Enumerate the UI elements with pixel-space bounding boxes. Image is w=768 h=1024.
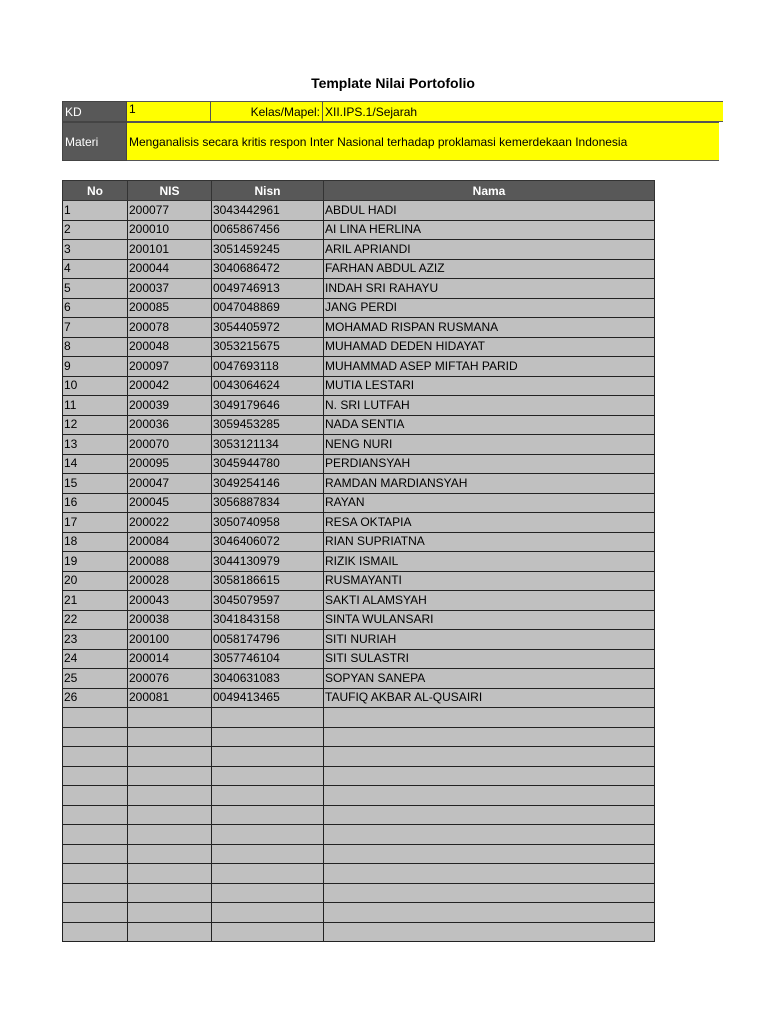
nis-cell[interactable]: 200070 <box>128 435 212 455</box>
nisn-cell[interactable] <box>212 708 324 728</box>
no-cell[interactable] <box>63 708 128 728</box>
no-cell[interactable]: 11 <box>63 396 128 416</box>
nis-cell[interactable] <box>128 883 212 903</box>
no-cell[interactable] <box>63 766 128 786</box>
column-header-nisn: Nisn <box>212 181 324 201</box>
nama-cell[interactable]: MUHAMMAD ASEP MIFTAH PARID <box>324 357 655 377</box>
nisn-cell[interactable]: 3059453285 <box>212 415 324 435</box>
nis-cell[interactable]: 200047 <box>128 474 212 494</box>
table-row <box>63 610 655 630</box>
table-row <box>63 357 655 377</box>
nisn-cell[interactable]: 3057746104 <box>212 649 324 669</box>
nisn-cell[interactable]: 0043064624 <box>212 376 324 396</box>
kelas-mapel-label: Kelas/Mapel: <box>211 101 323 122</box>
nama-cell[interactable]: RAMDAN MARDIANSYAH <box>324 474 655 494</box>
table-row <box>63 922 655 942</box>
nama-cell[interactable]: SAKTI ALAMSYAH <box>324 591 655 611</box>
no-cell[interactable]: 1 <box>63 201 128 221</box>
nisn-cell[interactable]: 0058174796 <box>212 630 324 650</box>
nisn-cell[interactable]: 0047693118 <box>212 357 324 377</box>
no-cell[interactable]: 21 <box>63 591 128 611</box>
table-row <box>63 727 655 747</box>
nama-cell[interactable]: INDAH SRI RAHAYU <box>324 279 655 299</box>
nisn-cell[interactable]: 0065867456 <box>212 220 324 240</box>
nis-cell[interactable]: 200084 <box>128 532 212 552</box>
kelas-mapel-value-cell[interactable]: XII.IPS.1/Sejarah <box>323 101 723 122</box>
no-cell[interactable] <box>63 786 128 806</box>
nama-cell[interactable]: SITI NURIAH <box>324 630 655 650</box>
nis-cell[interactable] <box>128 864 212 884</box>
nisn-cell[interactable] <box>212 844 324 864</box>
nis-cell[interactable]: 200081 <box>128 688 212 708</box>
nama-cell[interactable]: NENG NURI <box>324 435 655 455</box>
nis-cell[interactable]: 200043 <box>128 591 212 611</box>
table-row <box>63 805 655 825</box>
materi-label: Materi <box>62 122 127 161</box>
table-row <box>63 864 655 884</box>
nama-cell[interactable]: NADA SENTIA <box>324 415 655 435</box>
nis-cell[interactable]: 200036 <box>128 415 212 435</box>
nis-cell[interactable]: 200039 <box>128 396 212 416</box>
no-cell[interactable]: 13 <box>63 435 128 455</box>
nis-cell[interactable]: 200048 <box>128 337 212 357</box>
no-cell[interactable]: 2 <box>63 220 128 240</box>
nisn-cell[interactable] <box>212 903 324 923</box>
nis-cell[interactable] <box>128 844 212 864</box>
nama-cell[interactable] <box>324 883 655 903</box>
nis-cell[interactable]: 200076 <box>128 669 212 689</box>
nama-cell[interactable]: RESA OKTAPIA <box>324 513 655 533</box>
nisn-cell[interactable]: 3053121134 <box>212 435 324 455</box>
table-row <box>63 493 655 513</box>
page-title: Template Nilai Portofolio <box>311 75 475 91</box>
table-row <box>63 532 655 552</box>
table-row <box>63 571 655 591</box>
student-table <box>62 180 655 942</box>
nisn-cell[interactable]: 3044130979 <box>212 552 324 572</box>
table-row <box>63 903 655 923</box>
no-cell[interactable]: 3 <box>63 240 128 260</box>
nisn-cell[interactable]: 3041843158 <box>212 610 324 630</box>
no-cell[interactable]: 18 <box>63 532 128 552</box>
no-cell[interactable] <box>63 747 128 767</box>
no-cell[interactable] <box>63 864 128 884</box>
nama-cell[interactable] <box>324 786 655 806</box>
nama-cell[interactable]: SITI SULASTRI <box>324 649 655 669</box>
nis-cell[interactable]: 200037 <box>128 279 212 299</box>
nis-cell[interactable] <box>128 727 212 747</box>
nisn-cell[interactable]: 0049746913 <box>212 279 324 299</box>
nisn-cell[interactable]: 3054405972 <box>212 318 324 338</box>
table-row <box>63 318 655 338</box>
nama-cell[interactable]: RIZIK ISMAIL <box>324 552 655 572</box>
nama-cell[interactable]: TAUFIQ AKBAR AL-QUSAIRI <box>324 688 655 708</box>
no-cell[interactable] <box>63 825 128 845</box>
no-cell[interactable]: 22 <box>63 610 128 630</box>
table-row <box>63 298 655 318</box>
nis-cell[interactable]: 200095 <box>128 454 212 474</box>
nisn-cell[interactable] <box>212 825 324 845</box>
table-row <box>63 688 655 708</box>
table-row <box>63 552 655 572</box>
nama-cell[interactable] <box>324 903 655 923</box>
no-cell[interactable]: 17 <box>63 513 128 533</box>
nama-cell[interactable] <box>324 747 655 767</box>
table-body <box>63 201 655 942</box>
nisn-cell[interactable] <box>212 883 324 903</box>
nama-cell[interactable] <box>324 844 655 864</box>
nisn-cell[interactable] <box>212 766 324 786</box>
table-row <box>63 201 655 221</box>
nama-cell[interactable]: MOHAMAD RISPAN RUSMANA <box>324 318 655 338</box>
table-row <box>63 513 655 533</box>
nama-cell[interactable]: ABDUL HADI <box>324 201 655 221</box>
nis-cell[interactable] <box>128 747 212 767</box>
no-cell[interactable]: 4 <box>63 259 128 279</box>
table-row <box>63 649 655 669</box>
info-block <box>62 101 723 161</box>
no-cell[interactable]: 14 <box>63 454 128 474</box>
nis-cell[interactable]: 200077 <box>128 201 212 221</box>
nisn-cell[interactable]: 3056887834 <box>212 493 324 513</box>
nama-cell[interactable] <box>324 922 655 942</box>
table-row <box>63 630 655 650</box>
table-row <box>63 337 655 357</box>
nama-cell[interactable] <box>324 727 655 747</box>
nis-cell[interactable] <box>128 786 212 806</box>
table-row <box>63 220 655 240</box>
nis-cell[interactable] <box>128 805 212 825</box>
nisn-cell[interactable]: 3045079597 <box>212 591 324 611</box>
no-cell[interactable]: 5 <box>63 279 128 299</box>
nis-cell[interactable] <box>128 825 212 845</box>
nis-cell[interactable]: 200088 <box>128 552 212 572</box>
no-cell[interactable]: 20 <box>63 571 128 591</box>
nama-cell[interactable]: RUSMAYANTI <box>324 571 655 591</box>
nisn-cell[interactable]: 3046406072 <box>212 532 324 552</box>
nis-cell[interactable]: 200045 <box>128 493 212 513</box>
no-cell[interactable] <box>63 727 128 747</box>
nisn-cell[interactable] <box>212 786 324 806</box>
nisn-cell[interactable]: 3049254146 <box>212 474 324 494</box>
nis-cell[interactable]: 200101 <box>128 240 212 260</box>
nama-cell[interactable]: MUHAMAD DEDEN HIDAYAT <box>324 337 655 357</box>
no-cell[interactable]: 6 <box>63 298 128 318</box>
nis-cell[interactable]: 200078 <box>128 318 212 338</box>
table-row <box>63 591 655 611</box>
kd-row <box>62 101 723 122</box>
nis-cell[interactable]: 200038 <box>128 610 212 630</box>
nama-cell[interactable]: FARHAN ABDUL AZIZ <box>324 259 655 279</box>
nis-cell[interactable]: 200100 <box>128 630 212 650</box>
no-cell[interactable]: 7 <box>63 318 128 338</box>
table-row <box>63 259 655 279</box>
no-cell[interactable]: 9 <box>63 357 128 377</box>
nama-cell[interactable]: SINTA WULANSARI <box>324 610 655 630</box>
no-cell[interactable]: 26 <box>63 688 128 708</box>
no-cell[interactable]: 19 <box>63 552 128 572</box>
nama-cell[interactable] <box>324 825 655 845</box>
nis-cell[interactable]: 200085 <box>128 298 212 318</box>
nama-cell[interactable]: JANG PERDI <box>324 298 655 318</box>
nis-cell[interactable]: 200028 <box>128 571 212 591</box>
no-cell[interactable] <box>63 922 128 942</box>
nis-cell[interactable]: 200097 <box>128 357 212 377</box>
table-row <box>63 474 655 494</box>
table-row <box>63 240 655 260</box>
nama-cell[interactable]: AI LINA HERLINA <box>324 220 655 240</box>
table-row <box>63 708 655 728</box>
no-cell[interactable]: 25 <box>63 669 128 689</box>
nama-cell[interactable]: PERDIANSYAH <box>324 454 655 474</box>
table-header-row <box>63 181 655 201</box>
nama-cell[interactable] <box>324 864 655 884</box>
table-row <box>63 279 655 299</box>
nis-cell[interactable] <box>128 903 212 923</box>
no-cell[interactable]: 12 <box>63 415 128 435</box>
table-row <box>63 883 655 903</box>
materi-value-cell[interactable]: Menganalisis secara kritis respon Inter Nasional terhadap proklamasi kemerdekaan Indonesia <box>127 122 719 161</box>
nis-cell[interactable]: 200014 <box>128 649 212 669</box>
table-row <box>63 454 655 474</box>
column-header-no: No <box>63 181 128 201</box>
nis-cell[interactable]: 200044 <box>128 259 212 279</box>
table-row <box>63 766 655 786</box>
table-row <box>63 396 655 416</box>
nis-cell[interactable] <box>128 922 212 942</box>
nama-cell[interactable]: N. SRI LUTFAH <box>324 396 655 416</box>
no-cell[interactable] <box>63 903 128 923</box>
nis-cell[interactable]: 200010 <box>128 220 212 240</box>
nisn-cell[interactable] <box>212 747 324 767</box>
no-cell[interactable]: 15 <box>63 474 128 494</box>
no-cell[interactable]: 24 <box>63 649 128 669</box>
column-header-nama: Nama <box>324 181 655 201</box>
table-row <box>63 376 655 396</box>
table-row <box>63 669 655 689</box>
nisn-cell[interactable]: 3043442961 <box>212 201 324 221</box>
nisn-cell[interactable]: 3040686472 <box>212 259 324 279</box>
nama-cell[interactable]: ARIL APRIANDI <box>324 240 655 260</box>
table-row <box>63 844 655 864</box>
no-cell[interactable]: 23 <box>63 630 128 650</box>
nama-cell[interactable]: MUTIA LESTARI <box>324 376 655 396</box>
nis-cell[interactable]: 200042 <box>128 376 212 396</box>
nisn-cell[interactable]: 3058186615 <box>212 571 324 591</box>
nisn-cell[interactable] <box>212 727 324 747</box>
no-cell[interactable]: 16 <box>63 493 128 513</box>
kd-label: KD <box>62 101 127 122</box>
nisn-cell[interactable]: 3050740958 <box>212 513 324 533</box>
nama-cell[interactable]: SOPYAN SANEPA <box>324 669 655 689</box>
materi-row <box>62 122 723 161</box>
nis-cell[interactable]: 200022 <box>128 513 212 533</box>
table-row <box>63 747 655 767</box>
nisn-cell[interactable]: 3045944780 <box>212 454 324 474</box>
nama-cell[interactable] <box>324 766 655 786</box>
table-row <box>63 786 655 806</box>
no-cell[interactable] <box>63 844 128 864</box>
no-cell[interactable] <box>63 805 128 825</box>
nama-cell[interactable] <box>324 805 655 825</box>
no-cell[interactable] <box>63 883 128 903</box>
nisn-cell[interactable]: 3053215675 <box>212 337 324 357</box>
table-row <box>63 435 655 455</box>
nis-cell[interactable] <box>128 766 212 786</box>
no-cell[interactable]: 8 <box>63 337 128 357</box>
nisn-cell[interactable] <box>212 922 324 942</box>
table-row <box>63 825 655 845</box>
table-row <box>63 415 655 435</box>
no-cell[interactable]: 10 <box>63 376 128 396</box>
kd-value-cell[interactable]: 1 <box>127 101 211 122</box>
nama-cell[interactable] <box>324 708 655 728</box>
nama-cell[interactable]: RIAN SUPRIATNA <box>324 532 655 552</box>
nisn-cell[interactable] <box>212 805 324 825</box>
column-header-nis: NIS <box>128 181 212 201</box>
nisn-cell[interactable] <box>212 864 324 884</box>
nisn-cell[interactable]: 3051459245 <box>212 240 324 260</box>
nisn-cell[interactable]: 0047048869 <box>212 298 324 318</box>
nisn-cell[interactable]: 3040631083 <box>212 669 324 689</box>
nisn-cell[interactable]: 0049413465 <box>212 688 324 708</box>
nama-cell[interactable]: RAYAN <box>324 493 655 513</box>
nis-cell[interactable] <box>128 708 212 728</box>
nisn-cell[interactable]: 3049179646 <box>212 396 324 416</box>
